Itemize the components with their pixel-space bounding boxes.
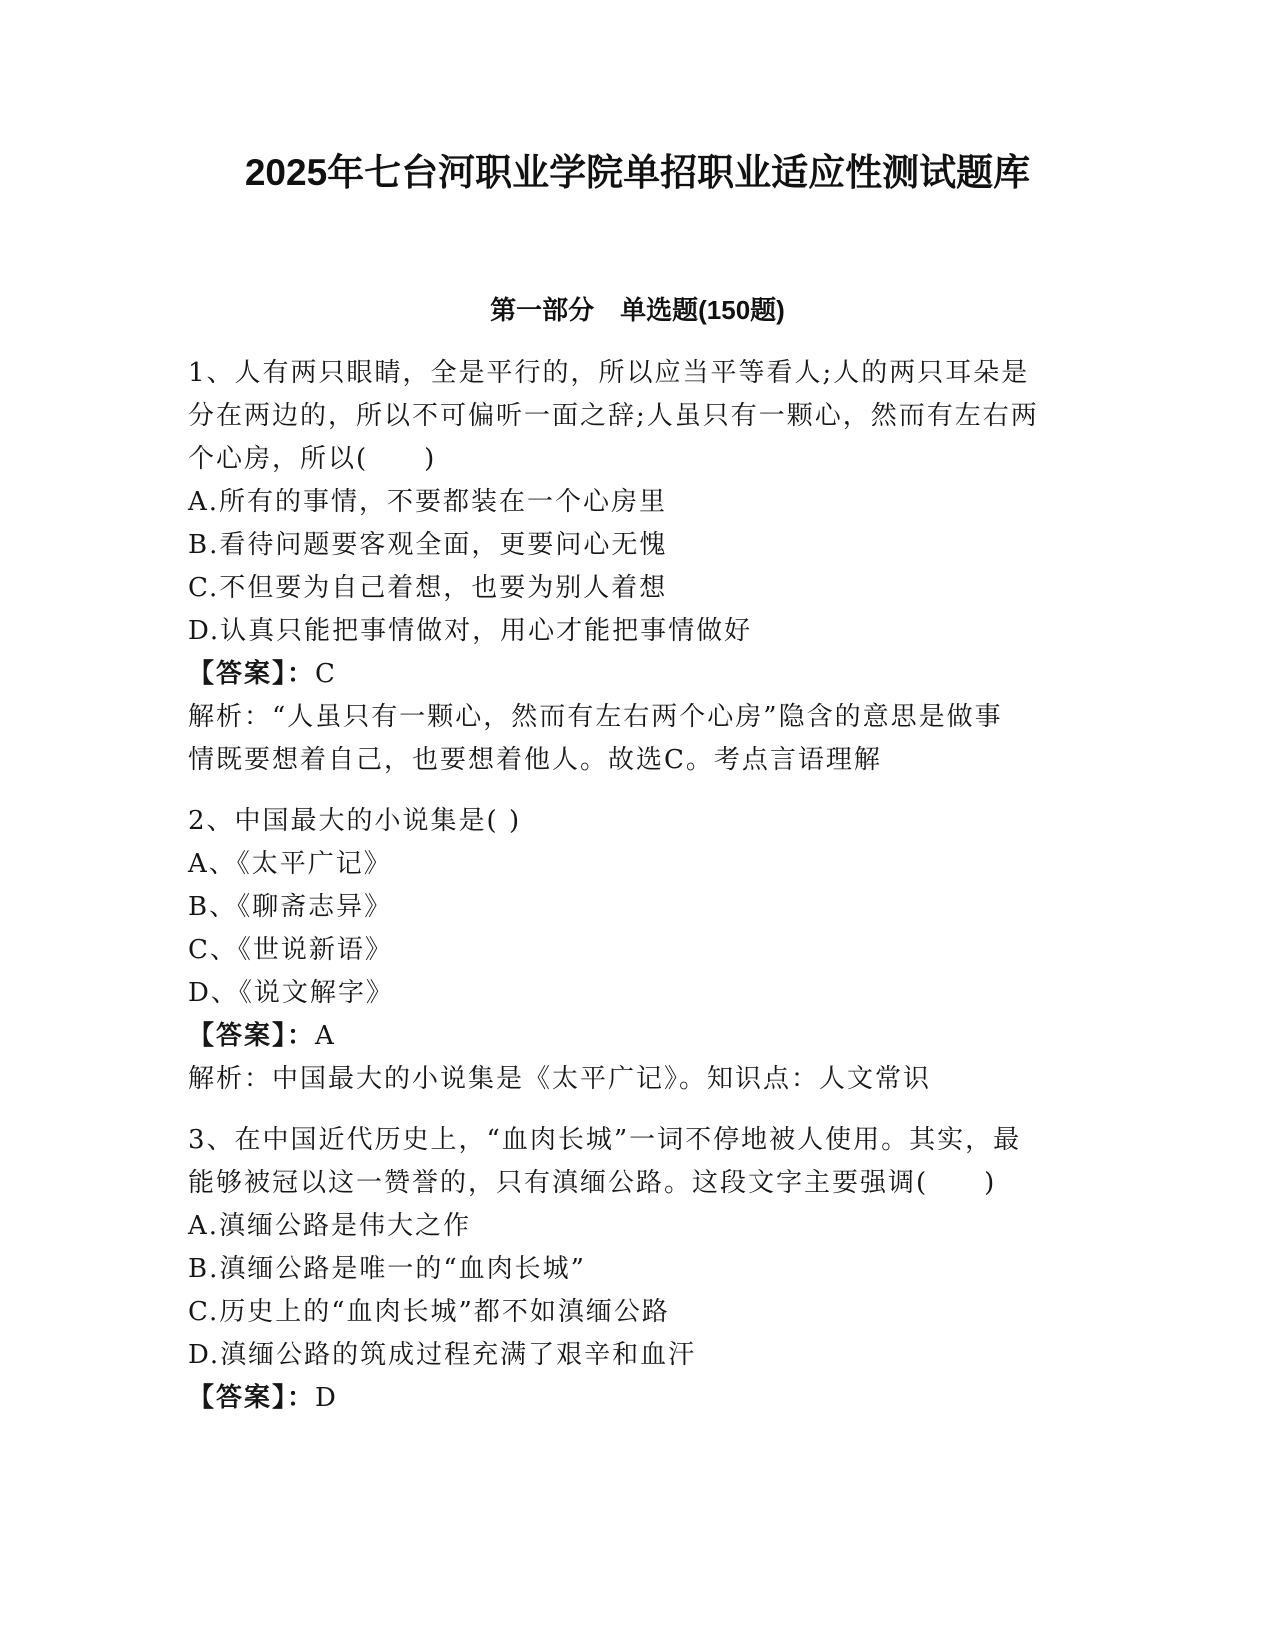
analysis-line: 情既要想着自己，也要想着他人。故选C。考点言语理解 — [188, 745, 882, 775]
answer-value: D — [315, 1383, 338, 1413]
option-d: D、《说文解字》 — [188, 978, 394, 1008]
question-stem-line: 个心房，所以( ) — [188, 444, 437, 474]
question-1 — [188, 352, 1088, 782]
question-stem-line: 1、人有两只眼睛，全是平行的，所以应当平等看人;人的两只耳朵是 — [188, 358, 1030, 388]
answer-label: 【答案】： — [188, 1021, 316, 1051]
answer-value: C — [315, 659, 337, 689]
analysis-line: 解析：“人虽只有一颗心，然而有左右两个心房”隐含的意思是做事 — [188, 702, 1003, 732]
option-c: C、《世说新语》 — [188, 935, 393, 965]
question-2 — [188, 800, 1088, 1101]
question-stem-line: 能够被冠以这一赞誉的，只有滇缅公路。这段文字主要强调( ) — [188, 1168, 997, 1198]
answer-line — [188, 1015, 1088, 1058]
question-list — [188, 352, 1088, 1438]
option-d: D.认真只能把事情做对，用心才能把事情做好 — [188, 616, 753, 646]
question-stem-line: 2、中国最大的小说集是( ) — [188, 806, 522, 836]
question-stem-line: 3、在中国近代历史上，“血肉长城”一词不停地被人使用。其实，最 — [188, 1125, 1022, 1155]
option-c: C.历史上的“血肉长城”都不如滇缅公路 — [188, 1297, 670, 1327]
option-b: B、《聊斋志异》 — [188, 892, 393, 922]
option-b: B.看待问题要客观全面，更要问心无愧 — [188, 530, 668, 560]
option-d: D.滇缅公路的筑成过程充满了艰辛和血汗 — [188, 1340, 697, 1370]
option-a: A.所有的事情，不要都装在一个心房里 — [188, 487, 668, 517]
option-a: A.滇缅公路是伟大之作 — [188, 1211, 472, 1241]
document-title: 2025年七台河职业学院单招职业适应性测试题库 — [244, 152, 1031, 193]
question-stem-line: 分在两边的，所以不可偏听一面之辞;人虽只有一颗心，然而有左右两 — [188, 401, 1039, 431]
option-c: C.不但要为自己着想，也要为别人着想 — [188, 573, 668, 603]
answer-value: A — [315, 1021, 336, 1051]
section-title: 第一部分 单选题(150题) — [490, 295, 785, 325]
option-a: A、《太平广记》 — [188, 849, 392, 879]
answer-line — [188, 1377, 1088, 1420]
answer-label: 【答案】： — [188, 1383, 316, 1413]
question-3 — [188, 1119, 1088, 1420]
analysis-line: 解析：中国最大的小说集是《太平广记》。知识点：人文常识 — [188, 1064, 932, 1094]
option-b: B.滇缅公路是唯一的“血肉长城” — [188, 1254, 586, 1284]
answer-label: 【答案】： — [188, 659, 316, 689]
answer-line — [188, 653, 1088, 696]
